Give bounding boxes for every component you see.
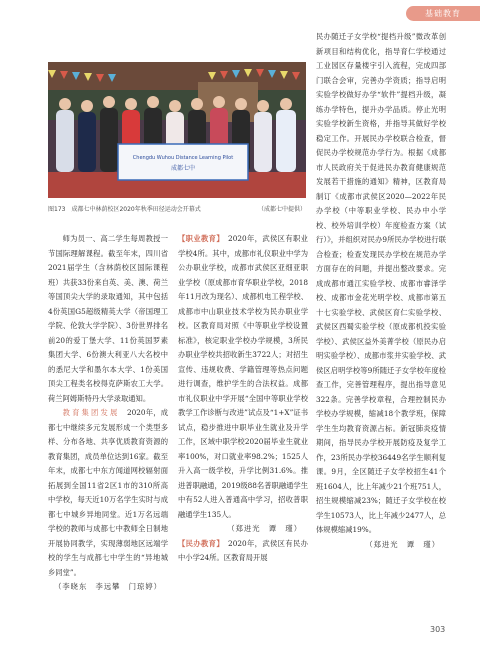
section-tab: 基础教育 bbox=[406, 6, 480, 21]
page-number: 303 bbox=[430, 625, 446, 634]
photo-banner-text-cn: 成都七中 bbox=[170, 165, 196, 172]
caption-credit: （成都七中提供） bbox=[257, 205, 306, 213]
column-2 bbox=[178, 232, 308, 612]
photo-caption bbox=[48, 202, 306, 214]
col2-author: （郑进光 谭 瑾） bbox=[227, 524, 302, 533]
photo-banner-text: Chengdu Wuhou Distance Learning Pilot bbox=[132, 155, 234, 161]
col1-paragraph-2: 2020年，成都七中继续多元发展形成一个类型多样、分布各地、共享优质教育资源的教育集团，成员单位达到16家。截至年末，成都七中东方闻道网校辐射面拓展到全国11省2区1市的310所高中学校，每天近10万名学生实时与成都七中城乡异地同堂。近1万名远端学校的教师与成都七中教师全日制地开展协同教学，实现薄弱地区远端学校的学生与成都七中学生的“异地城乡同堂”。 bbox=[48, 408, 168, 577]
caption-fig-number: 图173 bbox=[48, 205, 66, 213]
col3-paragraph-1: 民办随迁子女学校“提档升级”微改革创新项目和结构优化，指导育仁学校通过工业园区存量楼宇引入流程，完成四部门联合会审，完善办学资质；指导启明实验学校做好办学“软件”提档升级，凝练办学特色，提升办学品质。停止光明实验学校新生资格，并指导其做好学校稳定工作。开展民办学校联合检查，督促民办学校规范办学行为。根据《成都市人民政府关于促进民办教育健康规范发展若干措施的通知》精神，区教育局制订《成都市武侯区2020—2022年民办学校（中等职业学校、民办中小学校、校外培训学校）年度检查方案（试行）》，并组织对民办9所民办学校进行联合检查；检查发现民办学校在规范办学方面存在的问题，并提出整改要求。完成成都市通江实验学校、成都市睿泽学校、成都市金花光明学校、成都市第五十七实验学校、武侯区育仁实验学校、武侯区西蜀实验学校（原成都机投实验学校）、武侯区益外美菁学校（原民办启明实验学校）、成都市浆井实验学校、武侯区启明学校等9所随迁子女学校年度检查工作，完善管理程序，提出指导意见322条。完善学校章程，合理控制民办学校办学规模，缩减18个教学班，保障学生生均教育资源占标。新冠肺炎疫情期间，指导民办学校开展防疫及复学工作，23所民办学校36449名学生顺利复课。9月，全区随迁子女学校招生41个班1604人，比上年减少21个班751人，招生规模缩减23%；随迁子女学校在校学生10573人，比上年减少2477人，总体规模缩减19%。 bbox=[316, 32, 446, 534]
col2-paragraph-2: 2020年，武侯区有民办中小学24所。区教育局开展 bbox=[178, 538, 308, 562]
col1-subhead: 教育集团发展 bbox=[62, 408, 120, 417]
vocational-education-heading: 【职业教育】 bbox=[178, 234, 221, 243]
photo-sports-meeting bbox=[48, 62, 306, 198]
column-1 bbox=[48, 232, 168, 612]
private-education-heading: 【民办教育】 bbox=[178, 538, 221, 548]
col1-paragraph-1: 师为员一、高二学生每周教授一节国际理解课程。截至年末，四川省2021届学生（含林荫校区国际课程班）共获33份来自英、美、澳、荷兰等国顶尖大学的录取通知，其中包括4份英国G5超级精英大学（帝国理工学院、伦敦大学学院）、3份世界排名前20的爱丁堡大学、11份英国罗素集团大学、6份澳大利亚八大名校中的悉尼大学和墨尔本大学、1份美国顶尖工程类名校得克萨斯农工大学。荷兰阿姆斯特丹大学录取通知。 bbox=[48, 234, 168, 403]
col3-author: （郑进光 谭 瑾） bbox=[365, 539, 440, 549]
col1-author: （李晓东 李远攀 门琼婷） bbox=[54, 582, 162, 591]
caption-text: 成都七中林荫校区2020年秋季田径运动会开幕式 bbox=[71, 205, 201, 213]
col2-paragraph-1: 2020年，武侯区有职业学校4所。其中，成都市礼仪职业中学为公办职业学校，成都市武侯区亚细亚职业学校（原成都市育华职业学校，2018年11月改为现名）、成都机电工程学校、成都市中山职业技术学校为民办职业学校。区教育局对照《中等职业学校设置标准》，核定职业学校办学规模，3所民办职业学校共招收新生3722人；对招生宣传、违规收费、学籍管理等热点问题进行调查，维护学生的合法权益。成都市礼仪职业中学开展“全国中等职业学校教学工作诊断与改进”试点及“1+X”证书试点，稳步推进中职毕业生就业及升学工作，区域中职学校2020届毕业生就业率100%，对口就业率98.2%；1525人升入高一级学校，升学比例31.6%。推进普职融通，2019级88名普职融通学生中有52人进入普通高中学习，招收普职融通学生135人。 bbox=[178, 234, 308, 519]
column-3 bbox=[316, 30, 446, 612]
